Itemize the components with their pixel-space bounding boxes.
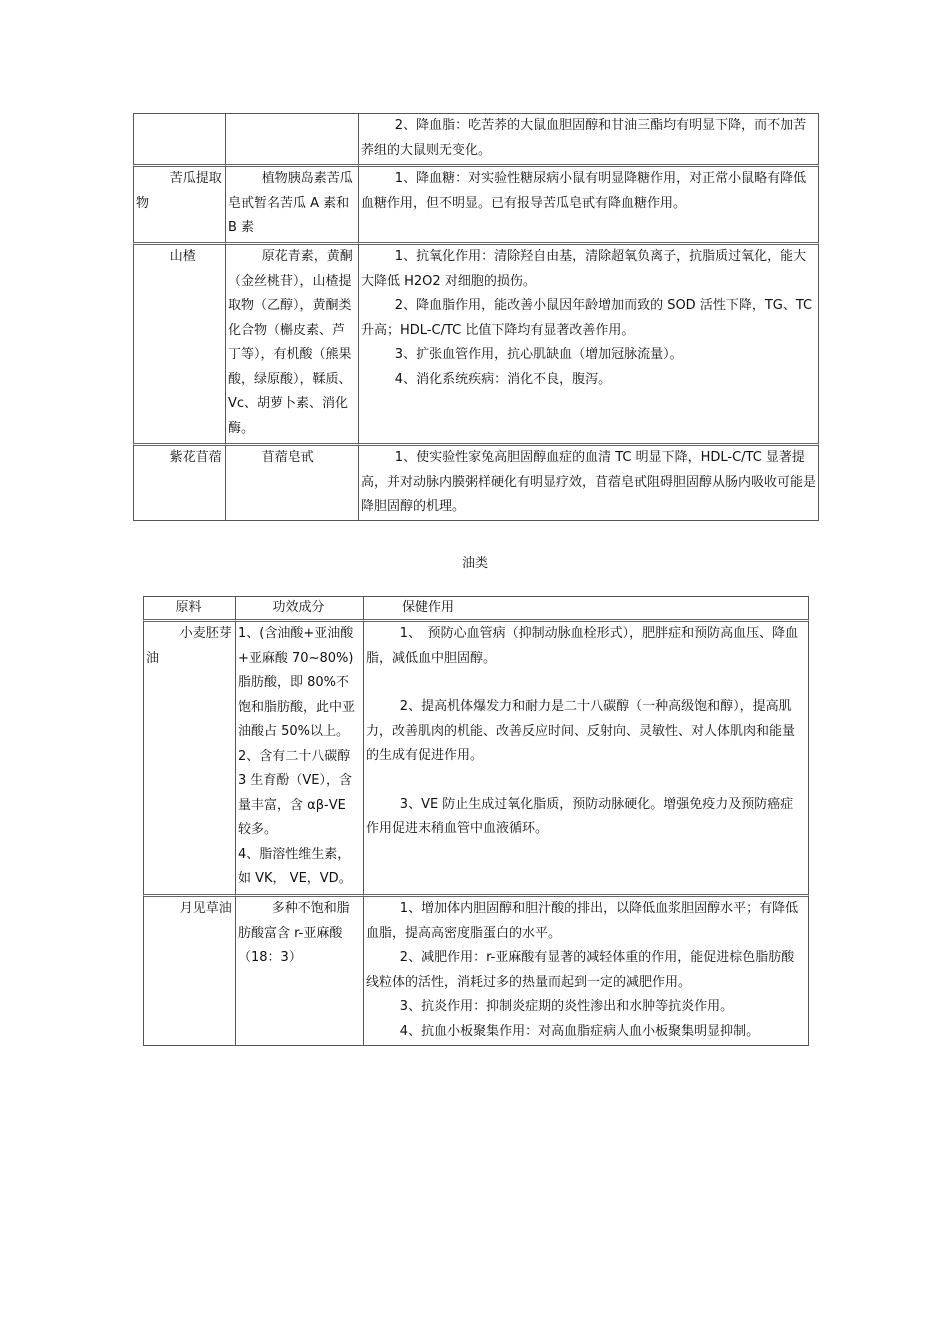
effect-text: 1、增加体内胆固醇和胆汁酸的排出，以降低血浆胆固醇水平；有降低血脂，提高高密度脂蛋白的水平。 <box>366 901 799 941</box>
effect-cell <box>363 619 809 894</box>
table-row <box>133 242 819 443</box>
table-row <box>133 443 819 521</box>
table-row <box>143 894 809 1046</box>
effect-text: 1、使实验性家兔高胆固醇血症的血清 TC 明显下降，HDL-C/TC 显著提高，并对动脉内膜粥样硬化有明显疗效，苜蓿皂甙阻碍胆固醇从肠内吸收可能是降胆固醇的机理。 <box>361 450 817 514</box>
component-text: 4、脂溶性维生素，如 VK， VE，VD。 <box>238 846 352 886</box>
header-material: 原料 <box>143 596 235 619</box>
component-text: 多种不饱和脂肪酸富含 r-亚麻酸（18：3） <box>238 901 350 965</box>
table-row <box>133 113 819 164</box>
material-cell: 山楂 <box>133 242 225 443</box>
effect-text: 2、降血脂：吃苦荞的大鼠血胆固醇和甘油三酯均有明显下降，而不加苦荞组的大鼠则无变化。 <box>361 118 807 158</box>
component-cell <box>225 113 358 164</box>
material-cell: 小麦胚芽油 <box>143 619 235 894</box>
component-cell <box>235 619 363 894</box>
header-effect: 保健作用 <box>363 596 809 619</box>
material-cell: 紫花苜蓿 <box>133 443 225 521</box>
component-cell <box>235 894 363 1046</box>
effect-text: 4、抗血小板聚集作用：对高血脂症病人血小板聚集明显抑制。 <box>399 1023 760 1039</box>
effect-text: 1、降血糖：对实验性糖尿病小鼠有明显降糖作用，对正常小鼠略有降低血糖作用，但不明显。已有报导苦瓜皂甙有降血糖作用。 <box>361 171 807 211</box>
effect-text: 2、减肥作用：r-亚麻酸有显著的减轻体重的作用，能促进棕色脂肪酸线粒体的活性，消耗过多的热量而起到一定的减肥作用。 <box>366 950 795 990</box>
effect-cell <box>358 443 819 521</box>
material-cell <box>133 113 225 164</box>
effect-text: 2、降血脂作用，能改善小鼠因年龄增加而致的 SOD 活性下降，TG、TC 升高；HDL-C/TC 比值下降均有显著改善作用。 <box>361 298 813 338</box>
table-row <box>143 619 809 894</box>
effect-text: 3、VE 防止生成过氧化脂质，预防动脉硬化。增强免疫力及预防癌症作用促进末稍血管中血液循环。 <box>366 796 794 836</box>
section-caption: 油类 <box>461 556 488 571</box>
component-cell: 苜蓿皂甙 <box>225 443 358 521</box>
table-row <box>133 164 819 242</box>
component-cell: 原花青素，黄酮（金丝桃苷），山楂提取物（乙醇），黄酮类化合物（槲皮素、芦丁等），有机酸（熊果酸，绿原酸），鞣质、Vc、胡萝卜素、消化酶。 <box>225 242 358 443</box>
header-component: 功效成分 <box>235 596 363 619</box>
effect-cell <box>358 164 819 242</box>
effect-cell <box>358 113 819 164</box>
effect-cell <box>363 894 809 1046</box>
effect-text: 1、 预防心血管病（抑制动脉血栓形式），肥胖症和预防高血压、降血脂，减低血中胆固醇。 <box>366 626 799 666</box>
table-header-row <box>143 596 809 619</box>
component-text: 1、(含油酸+亚油酸+亚麻酸 70~80%)脂肪酸，即 80%不饱和脂肪酸，此中亚油酸占 50%以上。 <box>238 626 356 739</box>
herb-table <box>133 113 819 521</box>
material-cell: 月见草油 <box>143 894 235 1046</box>
effect-text: 4、消化系统疾病：消化不良，腹泻。 <box>394 371 612 387</box>
effect-text: 3、扩张血管作用，抗心肌缺血（增加冠脉流量）。 <box>394 347 683 362</box>
effect-text: 3、抗炎作用：抑制炎症期的炎性渗出和水肿等抗炎作用。 <box>399 999 734 1014</box>
oil-table <box>143 596 809 1046</box>
component-text: 2、含有二十八碳醇 3 生育酚（VE），含量丰富，含 αβ-VE 较多。 <box>238 748 353 837</box>
material-cell: 苦瓜提取物 <box>133 164 225 242</box>
component-cell: 植物胰岛素苦瓜皂甙暂名苦瓜 A 素和 B 素 <box>225 164 358 242</box>
effect-text: 1、抗氧化作用：清除羟自由基，清除超氧负离子，抗脂质过氧化，能大大降低 H2O2 对细胞的损伤。 <box>361 249 807 289</box>
effect-text: 2、提高机体爆发力和耐力是二十八碳醇（一种高级饱和醇），提高肌力，改善肌肉的机能、改善反应时间、反射向、灵敏性、对人体肌肉和能量的生成有促进作用。 <box>366 699 796 763</box>
effect-cell <box>358 242 819 443</box>
